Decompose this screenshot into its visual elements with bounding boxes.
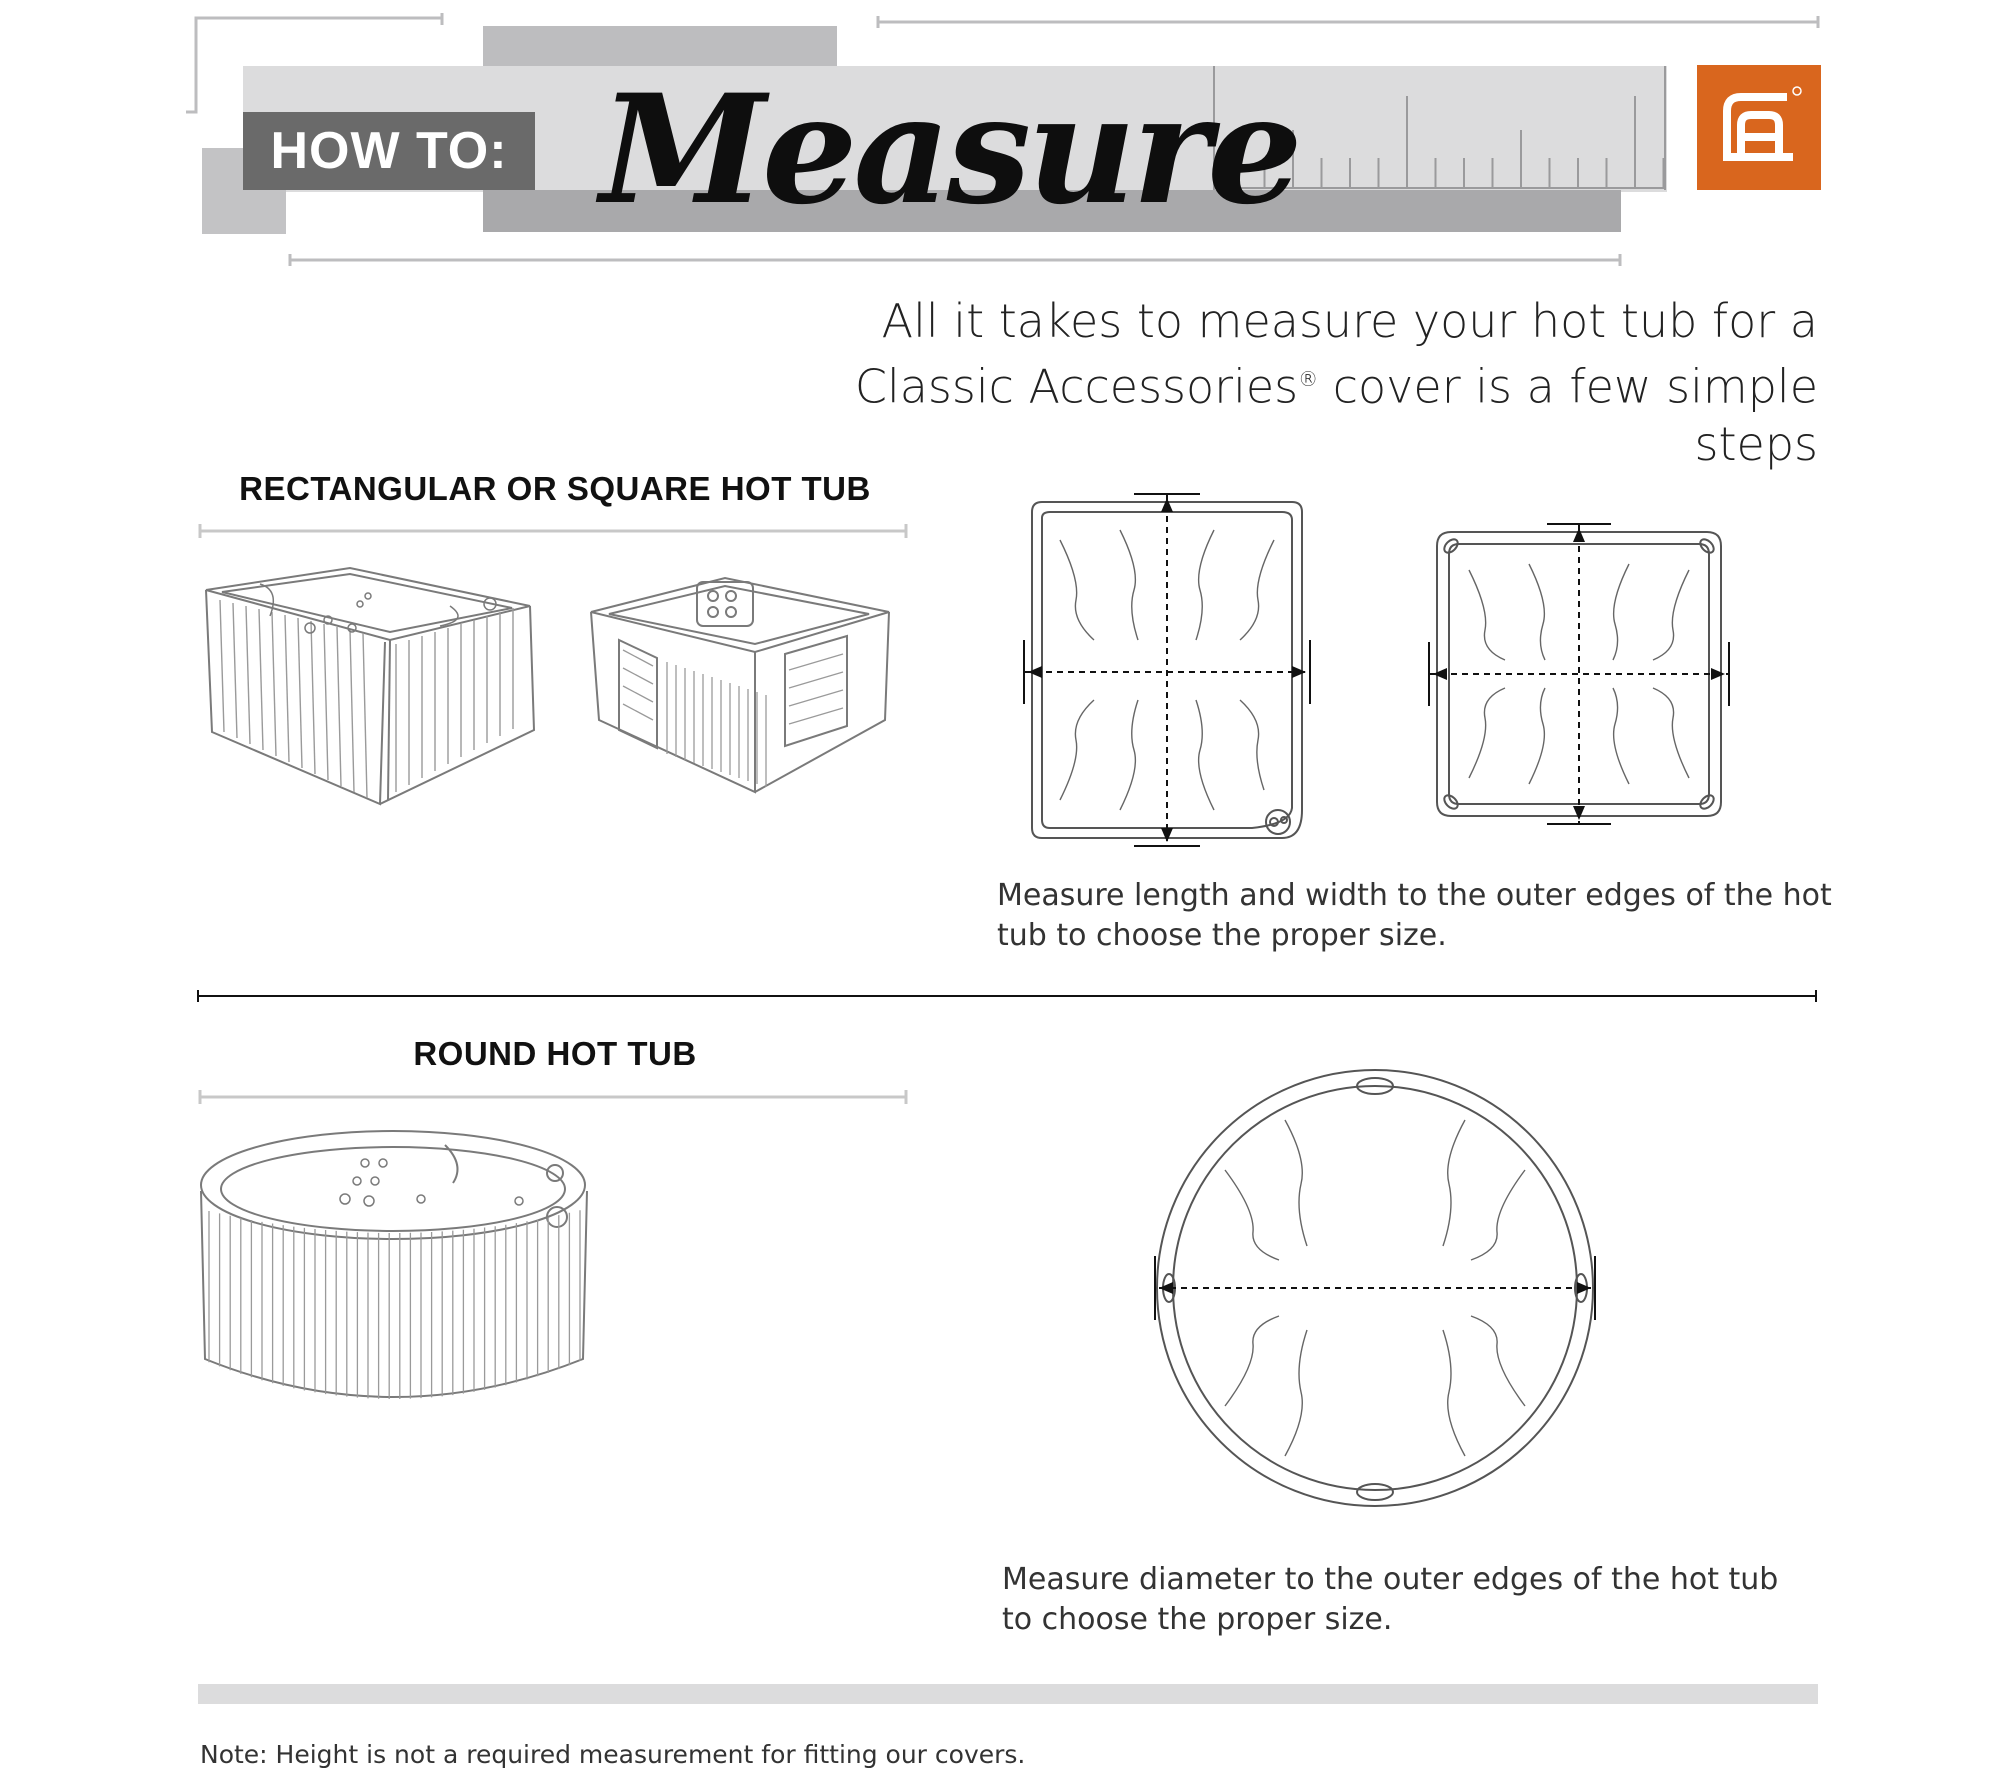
square-top-view-diagram [1425,520,1735,830]
intro-line-2 [718,350,1818,473]
section-divider [196,990,1836,1002]
caption-round [1002,1560,1842,1640]
ca-logo-icon [1697,65,1821,190]
round-top-view-diagram [1145,1060,1605,1520]
page-title: Measure [600,62,1299,238]
rectangular-top-view-diagram [1020,490,1320,860]
footer-bar [198,1684,1818,1704]
section-title-rectangular: RECTANGULAR OR SQUARE HOT TUB [239,470,871,507]
intro-line-2-rest: cover is a few simple steps [1318,359,1818,472]
section-rule-rectangular [196,522,916,542]
round-tub-illustration [195,1125,595,1435]
caption-rectangular [997,876,1837,956]
rectangular-tub-illustration [200,560,560,820]
brand-name: Classic Accessories [854,359,1299,414]
caption-rectangular-line-2: tub to choose the proper size. [997,918,1447,953]
caption-rectangular-line-1: Measure length and width to the outer edges of the hot [997,878,1832,913]
footer-note: Note: Height is not a required measurement for fitting our covers. [200,1740,1026,1769]
registered-mark: ® [1298,367,1319,391]
section-rule-round [196,1088,916,1108]
brand-logo [1697,65,1821,190]
caption-round-line-2: to choose the proper size. [1002,1602,1393,1637]
section-title-round: ROUND HOT TUB [413,1035,697,1072]
caption-round-line-1: Measure diameter to the outer edges of the hot tub [1002,1562,1779,1597]
howto-label: HOW TO: [243,112,535,190]
square-tub-illustration [585,570,905,810]
intro-line-1: All it takes to measure your hot tub for a [881,294,1818,348]
intro-text [718,292,1818,473]
